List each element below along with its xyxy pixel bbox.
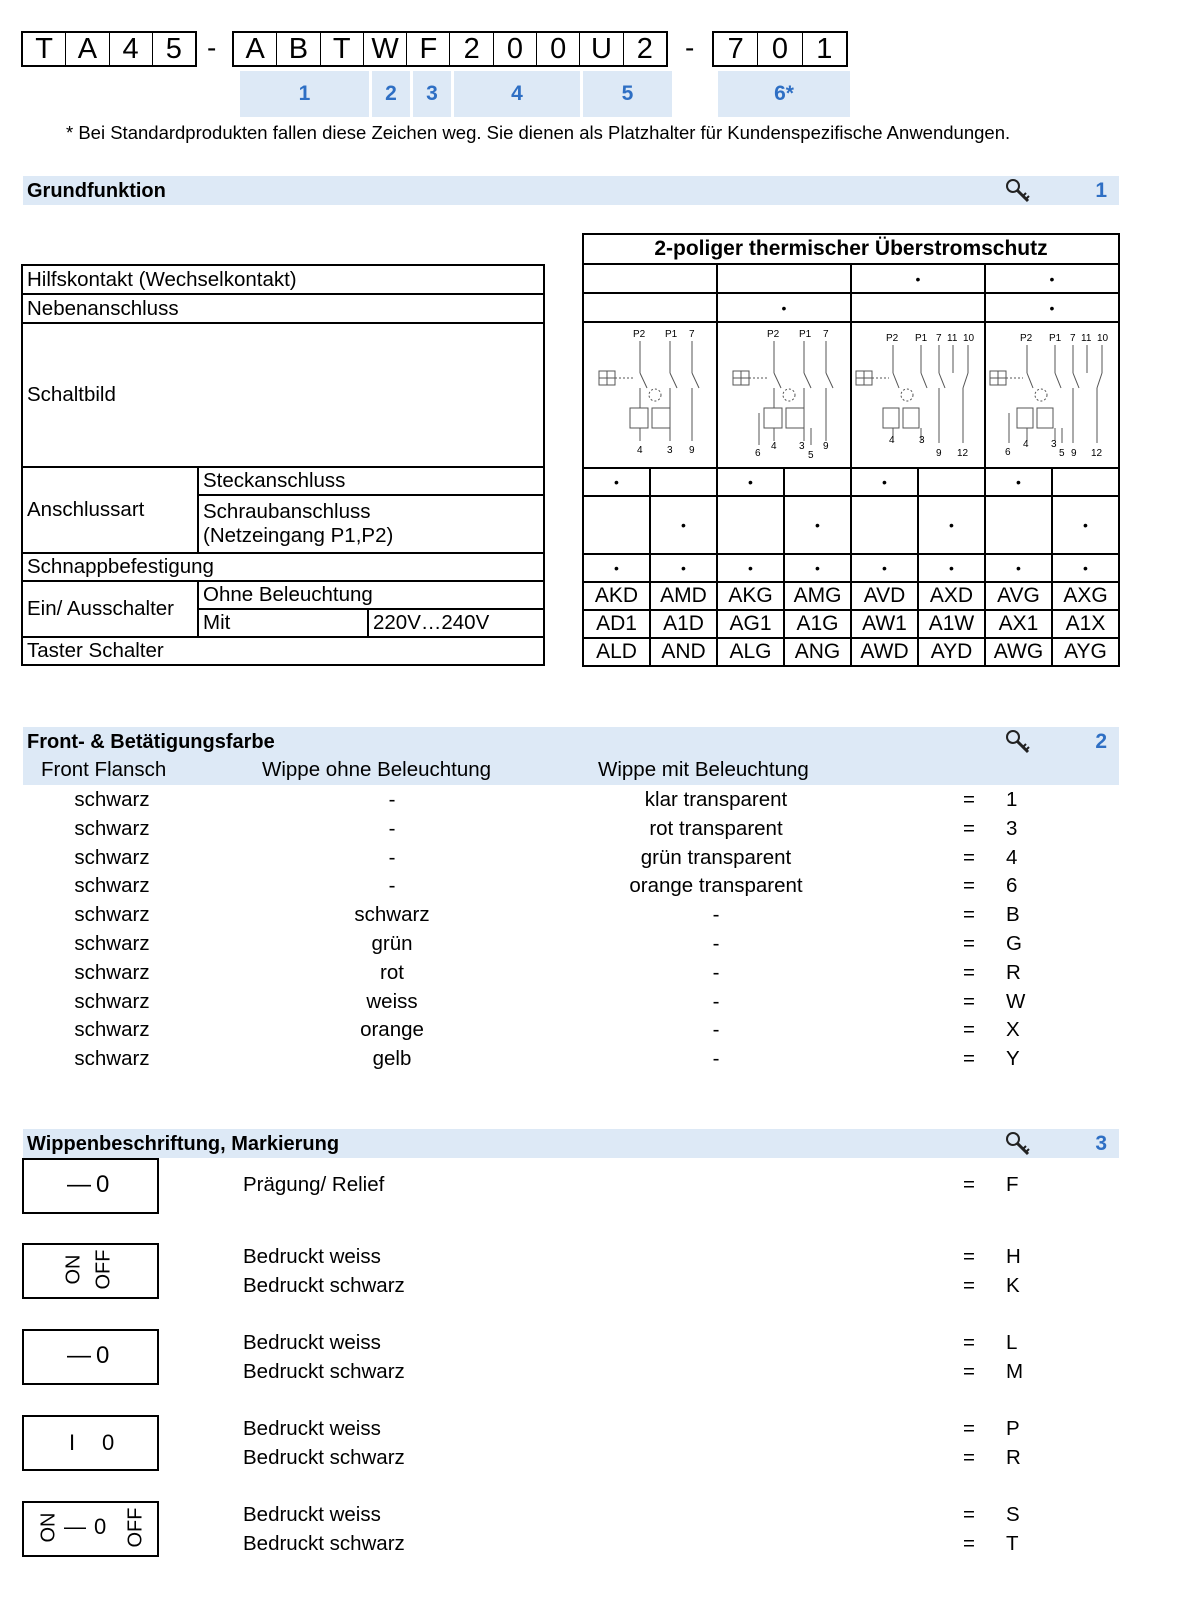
- front-color: schwarz: [74, 816, 150, 840]
- rocker-symbol-relief: [22, 1158, 159, 1214]
- dot-marker: •: [784, 496, 851, 554]
- marking-eq: =: [963, 1360, 975, 1383]
- rocker-color-unlit: schwarz: [354, 903, 430, 927]
- rocker-color-unlit: orange: [360, 1018, 424, 1042]
- rocker-color-lit: -: [712, 932, 720, 955]
- option-code: AMG: [784, 582, 851, 610]
- terminal-label: 10: [963, 333, 975, 344]
- code-char: F: [407, 33, 450, 65]
- function-option-table: [582, 233, 1120, 667]
- equals-sign: =: [963, 845, 975, 869]
- terminal-label: 3: [1051, 439, 1057, 450]
- code-position-label: 1: [240, 71, 369, 117]
- dot-marker: •: [918, 554, 985, 582]
- option-code: ANG: [784, 638, 851, 666]
- equals-sign: =: [963, 989, 975, 1013]
- terminal-label: 11: [1081, 333, 1092, 344]
- row-label-anschlussart: Anschlussart: [22, 467, 198, 553]
- option-code: A1W: [918, 610, 985, 638]
- color-code: W: [1006, 989, 1026, 1013]
- symbol-dash: —: [64, 1514, 86, 1539]
- terminal-label: P2: [886, 333, 899, 344]
- terminal-label: 6: [755, 448, 761, 459]
- front-color: schwarz: [74, 989, 150, 1013]
- option-code: AX1: [985, 610, 1052, 638]
- symbol-dash: —: [67, 1171, 91, 1198]
- option-code: AXG: [1052, 582, 1119, 610]
- cell-empty: [583, 293, 717, 322]
- section-number: 2: [1095, 730, 1107, 753]
- code-position-label: 3: [413, 71, 451, 117]
- equals-sign: =: [963, 932, 975, 955]
- code-char: 5: [165, 33, 182, 65]
- code-char: 1: [816, 33, 833, 65]
- schraub-line1: Schraubanschluss: [203, 500, 371, 523]
- option-code: AVG: [985, 582, 1052, 610]
- equals-sign: =: [963, 903, 975, 927]
- terminal-label: 12: [957, 448, 969, 459]
- terminal-label: 5: [1059, 448, 1065, 459]
- col-header-wippe-ohne: Wippe ohne Beleuchtung: [262, 758, 492, 781]
- front-color: schwarz: [74, 845, 150, 869]
- dot-marker: •: [918, 496, 985, 554]
- dot-marker: •: [1052, 554, 1119, 582]
- row-label-schaltbild: Schaltbild: [22, 323, 544, 467]
- marking-eq: =: [963, 1446, 975, 1469]
- row-label-nebenanschluss: Nebenanschluss: [22, 294, 544, 323]
- terminal-label: 9: [689, 445, 695, 456]
- dot-marker: •: [851, 468, 918, 496]
- terminal-label: 7: [823, 329, 829, 340]
- col-header-wippe-mit: Wippe mit Beleuchtung: [598, 758, 809, 781]
- section-number: 3: [1095, 1132, 1107, 1155]
- row-label-mit: Mit: [198, 609, 368, 637]
- marking-desc: Bedruckt weiss: [243, 1503, 381, 1526]
- equals-sign: =: [963, 816, 975, 840]
- option-code: A1G: [784, 610, 851, 638]
- marking-eq: =: [963, 1532, 975, 1555]
- color-code: X: [1006, 1018, 1020, 1042]
- rocker-color-lit: -: [712, 960, 720, 984]
- rocker-color-unlit: -: [388, 874, 396, 898]
- equals-sign: =: [963, 788, 975, 811]
- rocker-symbol-i-zero: [22, 1415, 159, 1471]
- dot-marker: •: [583, 554, 650, 582]
- cell-empty: [717, 496, 784, 554]
- symbol-zero: 0: [96, 1171, 110, 1198]
- color-code: 6: [1006, 874, 1018, 898]
- dot-marker: •: [717, 293, 851, 322]
- front-color: schwarz: [74, 1018, 150, 1042]
- dot-marker: •: [985, 468, 1052, 496]
- code-char: T: [321, 33, 364, 65]
- terminal-label: 4: [771, 441, 777, 452]
- rocker-color-lit: klar transparent: [644, 788, 788, 811]
- cell-empty: [650, 468, 717, 496]
- option-code: ALD: [583, 638, 650, 666]
- dot-marker: •: [650, 554, 717, 582]
- section-title: Wippenbeschriftung, Markierung: [27, 1133, 340, 1155]
- front-color: schwarz: [74, 788, 150, 811]
- terminal-label: 12: [1091, 448, 1103, 459]
- marking-desc: Bedruckt weiss: [243, 1417, 381, 1440]
- code-char: 0: [494, 33, 537, 65]
- option-code: AG1: [717, 610, 784, 638]
- dot-marker: •: [851, 264, 985, 293]
- symbol-zero: 0: [94, 1514, 107, 1539]
- option-code: AKD: [583, 582, 650, 610]
- color-code: G: [1006, 932, 1022, 955]
- rocker-color-lit: -: [712, 989, 720, 1013]
- terminal-label: 7: [936, 333, 942, 344]
- cell-empty: [784, 468, 851, 496]
- color-code: Y: [1006, 1047, 1020, 1071]
- key-icon: [1005, 1131, 1031, 1162]
- rocker-symbol-on-dash-zero-off: [22, 1501, 159, 1557]
- symbol-off: OFF: [124, 1507, 147, 1548]
- dot-marker: •: [717, 554, 784, 582]
- symbol-i: I: [69, 1430, 76, 1455]
- dot-marker: •: [650, 496, 717, 554]
- rocker-color-unlit: -: [388, 816, 396, 840]
- rocker-color-unlit: rot: [380, 960, 404, 984]
- front-color: schwarz: [74, 903, 150, 927]
- option-code: ALG: [717, 638, 784, 666]
- cell-empty: [918, 468, 985, 496]
- terminal-label: 4: [1023, 439, 1029, 450]
- marking-code: P: [1006, 1417, 1020, 1440]
- dot-marker: •: [985, 293, 1119, 322]
- dot-marker: •: [1052, 496, 1119, 554]
- code-char: 0: [758, 33, 802, 65]
- marking-eq: =: [963, 1245, 975, 1268]
- color-code: 4: [1006, 845, 1018, 869]
- equals-sign: =: [963, 1047, 975, 1071]
- row-label-ohne-beleuchtung: Ohne Beleuchtung: [198, 581, 544, 609]
- rocker-color-lit: orange transparent: [629, 874, 803, 898]
- marking-eq: =: [963, 1503, 975, 1526]
- code-group-1: [21, 31, 197, 67]
- option-code: AD1: [583, 610, 650, 638]
- dot-marker: •: [985, 554, 1052, 582]
- cell-empty: [583, 264, 717, 293]
- code-char: U: [580, 33, 623, 65]
- rocker-color-unlit: grün: [371, 932, 413, 955]
- marking-desc: Prägung/ Relief: [243, 1173, 385, 1196]
- marking-eq: =: [963, 1274, 975, 1297]
- option-code: AXD: [918, 582, 985, 610]
- key-icon: [1005, 729, 1031, 760]
- dot-marker: •: [784, 554, 851, 582]
- terminal-label: P1: [799, 329, 812, 340]
- row-label-schraubanschluss: [198, 495, 544, 553]
- code-char: A: [66, 33, 109, 65]
- code-separator: -: [685, 32, 695, 63]
- terminal-label: P1: [1049, 333, 1062, 344]
- marking-eq: =: [963, 1331, 975, 1354]
- row-label-voltage: 220V…240V: [368, 609, 544, 637]
- code-char: 7: [714, 33, 758, 65]
- marking-code: H: [1006, 1245, 1021, 1268]
- rocker-color-lit: -: [712, 903, 720, 927]
- marking-code: S: [1006, 1503, 1020, 1526]
- option-code: AYG: [1052, 638, 1119, 666]
- row-label-hilfskontakt: Hilfskontakt (Wechselkontakt): [22, 265, 544, 294]
- option-code: AYD: [918, 638, 985, 666]
- terminal-label: P2: [633, 329, 646, 340]
- rocker-color-lit: grün transparent: [640, 845, 792, 869]
- option-code: AKG: [717, 582, 784, 610]
- section-header-grundfunktion: [23, 176, 1119, 205]
- circuit-diagram-2: [717, 322, 851, 468]
- circuit-diagram-4: [985, 322, 1119, 468]
- row-label-steckanschluss: Steckanschluss: [198, 467, 544, 495]
- option-code: AVD: [851, 582, 918, 610]
- terminal-label: 5: [808, 450, 814, 461]
- front-color: schwarz: [74, 932, 150, 955]
- symbol-on: ON: [62, 1254, 85, 1285]
- dot-marker: •: [583, 468, 650, 496]
- equals-sign: =: [963, 1018, 975, 1042]
- section-header-markierung: [23, 1129, 1119, 1158]
- option-code: A1X: [1052, 610, 1119, 638]
- marking-eq: =: [963, 1173, 975, 1196]
- cell-empty: [1052, 468, 1119, 496]
- code-position-label: 2: [372, 71, 410, 117]
- circuit-diagram-3: [851, 322, 985, 468]
- code-char: 0: [537, 33, 580, 65]
- code-separator: -: [207, 32, 217, 63]
- code-char: T: [23, 33, 66, 65]
- overcurrent-header: 2-poliger thermischer Überstromschutz: [583, 234, 1119, 264]
- cell-empty: [851, 293, 985, 322]
- symbol-zero: 0: [96, 1342, 110, 1369]
- col-header-front: Front Flansch: [41, 758, 167, 781]
- terminal-label: 9: [823, 441, 829, 452]
- code-char: 2: [636, 33, 653, 65]
- marking-code: F: [1006, 1173, 1019, 1196]
- symbol-dash: —: [67, 1342, 91, 1369]
- code-position-label: 4: [454, 71, 580, 117]
- rocker-color-unlit: gelb: [372, 1047, 412, 1071]
- marking-desc: Bedruckt weiss: [243, 1331, 381, 1354]
- row-label-schnappbefestigung: Schnappbefestigung: [22, 553, 544, 581]
- color-code: 3: [1006, 816, 1018, 840]
- cell-empty: [985, 496, 1052, 554]
- terminal-label: 7: [689, 329, 695, 340]
- terminal-label: P2: [1020, 333, 1033, 344]
- section-number: 1: [1095, 179, 1107, 202]
- dot-marker: •: [717, 468, 784, 496]
- option-code: AMD: [650, 582, 717, 610]
- circuit-diagram-1: [583, 322, 717, 468]
- terminal-label: P2: [767, 329, 780, 340]
- rocker-symbol-dash-zero: [22, 1329, 159, 1385]
- rocker-color-unlit: -: [388, 788, 396, 811]
- dot-marker: •: [985, 264, 1119, 293]
- code-group-2: [232, 31, 668, 67]
- code-char: A: [234, 33, 277, 65]
- rocker-color-lit: rot transparent: [649, 816, 783, 840]
- code-position-label: 5: [583, 71, 672, 117]
- terminal-label: 9: [936, 448, 942, 459]
- row-label-ein-ausschalter: Ein/ Ausschalter: [22, 581, 198, 637]
- marking-desc: Bedruckt weiss: [243, 1245, 381, 1268]
- dot-marker: •: [851, 554, 918, 582]
- cell-empty: [851, 496, 918, 554]
- code-char: W: [364, 33, 407, 65]
- marking-code: L: [1006, 1331, 1018, 1354]
- symbol-on: ON: [37, 1512, 60, 1543]
- schraub-line2: (Netzeingang P1,P2): [203, 524, 394, 547]
- code-position-label: 6*: [718, 71, 850, 117]
- front-color: schwarz: [74, 1047, 150, 1071]
- rocker-color-unlit: -: [388, 845, 396, 869]
- marking-desc: Bedruckt schwarz: [243, 1360, 405, 1383]
- color-code: R: [1006, 960, 1021, 984]
- row-label-taster: Taster Schalter: [22, 637, 544, 665]
- marking-desc: Bedruckt schwarz: [243, 1532, 405, 1555]
- symbol-off: OFF: [92, 1249, 115, 1290]
- equals-sign: =: [963, 960, 975, 984]
- terminal-label: 11: [947, 333, 958, 344]
- code-char: 2: [450, 33, 493, 65]
- key-icon: [1005, 178, 1031, 209]
- symbol-zero: 0: [102, 1430, 115, 1455]
- rocker-color-unlit: weiss: [366, 989, 418, 1013]
- cell-empty: [583, 496, 650, 554]
- code-char: 4: [110, 33, 153, 65]
- section-title: Grundfunktion: [27, 180, 166, 202]
- marking-code: T: [1006, 1532, 1019, 1555]
- section-title: Front- & Betätigungsfarbe: [27, 731, 275, 753]
- code-group-3: [712, 31, 848, 67]
- code-char: B: [277, 33, 320, 65]
- option-code: AW1: [851, 610, 918, 638]
- rocker-color-lit: -: [712, 1018, 720, 1042]
- marking-code: R: [1006, 1446, 1021, 1469]
- marking-desc: Bedruckt schwarz: [243, 1274, 405, 1297]
- terminal-label: P1: [915, 333, 928, 344]
- option-code: AND: [650, 638, 717, 666]
- rocker-symbol-on-off: [22, 1243, 159, 1299]
- option-code: AWG: [985, 638, 1052, 666]
- color-code: 1: [1006, 788, 1018, 811]
- rocker-color-lit: -: [712, 1047, 720, 1071]
- marking-code: M: [1006, 1360, 1024, 1383]
- terminal-label: 4: [637, 445, 643, 456]
- front-color: schwarz: [74, 960, 150, 984]
- color-code: B: [1006, 903, 1020, 927]
- marking-code: K: [1006, 1274, 1020, 1297]
- footnote: * Bei Standardprodukten fallen diese Zeichen weg. Sie dienen als Platzhalter für Kundenspezifische Anwendungen.: [66, 122, 1011, 143]
- terminal-label: 10: [1097, 333, 1109, 344]
- cell-empty: [717, 264, 851, 293]
- terminal-label: 3: [667, 445, 673, 456]
- terminal-label: 7: [1070, 333, 1076, 344]
- section-header-farbe: [23, 727, 1119, 785]
- terminal-label: 9: [1071, 448, 1077, 459]
- marking-eq: =: [963, 1417, 975, 1440]
- terminal-label: 4: [889, 435, 895, 446]
- function-label-table: [21, 264, 545, 666]
- terminal-label: 3: [919, 435, 925, 446]
- option-code: AWD: [851, 638, 918, 666]
- marking-desc: Bedruckt schwarz: [243, 1446, 405, 1469]
- equals-sign: =: [963, 874, 975, 898]
- option-code: A1D: [650, 610, 717, 638]
- terminal-label: P1: [665, 329, 678, 340]
- terminal-label: 6: [1005, 447, 1011, 458]
- terminal-label: 3: [799, 441, 805, 452]
- front-color: schwarz: [74, 874, 150, 898]
